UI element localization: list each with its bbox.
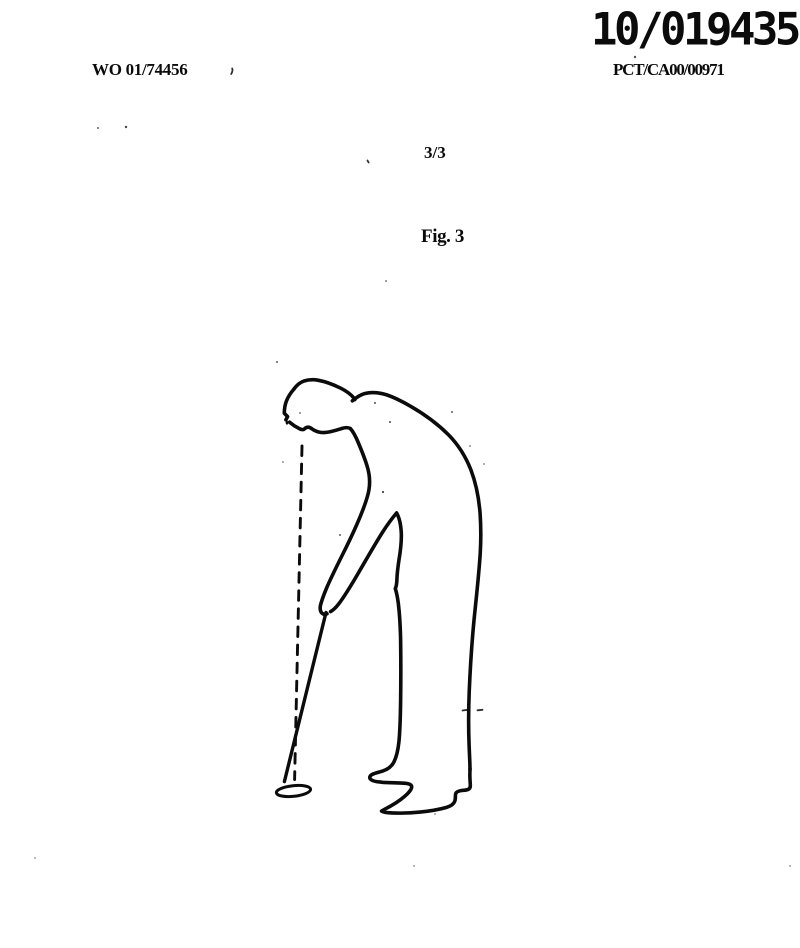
chest-and-arm-front [320,429,369,615]
scan-artifacts [231,69,482,711]
stray-tick-sheet [368,161,369,163]
stray-tick-right [478,710,483,711]
figure-label: Fig. 3 [421,226,464,247]
head-top-outline [294,380,355,400]
pct-application-number: PCT/CA00/00971 [613,60,724,79]
legs-and-feet-outline [370,513,471,813]
jaw-outline [290,422,351,432]
comma-mark [231,69,232,75]
stray-tick-left [463,710,468,711]
golfer-outline [284,380,480,813]
scan-speckles [34,56,791,867]
putter-shaft [284,613,326,782]
publication-number: WO 01/74456 [92,60,188,79]
back-outline [352,393,480,769]
sheet-number: 3/3 [424,143,446,162]
putter-head [276,784,311,798]
application-serial-number: 10/019435 [591,3,798,56]
face-outline [284,389,294,420]
